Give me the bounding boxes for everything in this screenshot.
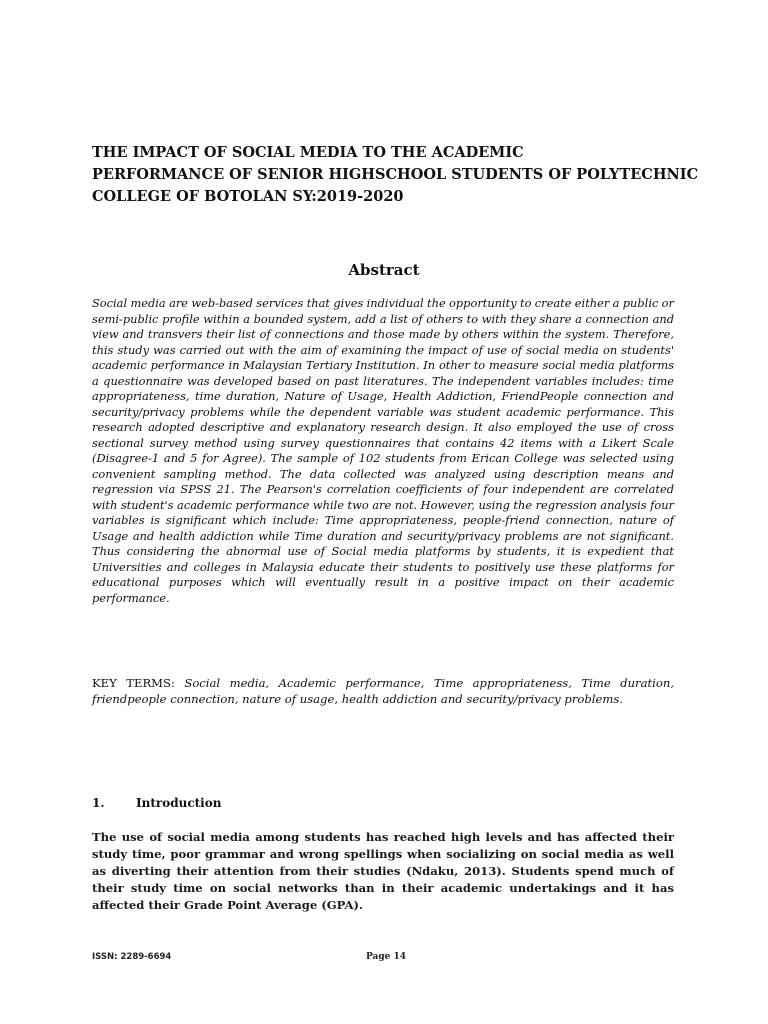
footer-issn: ISSN: 2289-6694 [92, 952, 172, 962]
footer-page-number: Page 14 [366, 952, 407, 962]
introduction-body: The use of social media among students has reached high levels and has affected their study time, poor grammar and wrong spellings when socializing on social media as well as diverting their attention from their studies (Ndaku, 2013). Students spend much of their study time on social networks than in their academic undertakings and it has affected their Grade Point Average (GPA). [92, 830, 674, 912]
key-terms-text: Social media, Academic performance, Time appropriateness, Time duration, friendpeople connection, nature of usage, health addiction and security/privacy problems. [92, 676, 675, 706]
title-line-1: THE IMPACT OF SOCIAL MEDIA TO THE ACADEMIC [92, 144, 524, 161]
title-line-2: PERFORMANCE OF SENIOR HIGHSCHOOL STUDENTS OF POLYTECHNIC [92, 166, 699, 183]
abstract-heading: Abstract [348, 261, 420, 279]
section-title: Introduction [136, 796, 222, 810]
title-line-3: COLLEGE OF BOTOLAN SY:2019-2020 [92, 188, 404, 205]
paper-title [92, 142, 699, 208]
key-terms [92, 675, 674, 707]
key-terms-label: KEY TERMS: [92, 676, 185, 690]
section-number: 1. [92, 796, 105, 810]
abstract-body: Social media are web-based services that gives individual the opportunity to create either a public or semi-public profile within a bounded system, add a list of others to with they share a connection and view and transvers their list of connections and those made by others within the system. Therefore, this study was carried out with the aim of examining the impact of use of social media on students' academic performance in Malaysian Tertiary Institution. In other to measure social media platforms a questionnaire was developed based on past literatures. The independent variables includes: time appropriateness, time duration, Nature of Usage, Health Addiction, FriendPeople connection and security/privacy problems while the dependent variable was student academic performance. This research adopted descriptive and explanatory research design. It also employed the use of cross sectional survey method using survey questionnaires that contains 42 items with a Likert Scale (Disagree-1 and 5 for Agree). The sample of 102 students from Erican College was selected using convenient sampling method. The data collected was analyzed using description means and regression via SPSS 21. The Pearson's correlation coefficients of four independent are correlated with student's academic performance while two are not. However, using the regression analysis four variables is significant which include: Time appropriateness, people-friend connection, nature of Usage and health addiction while Time duration and security/privacy problems are not significant. Thus considering the abnormal use of Social media platforms by students, it is expedient that Universities and colleges in Malaysia educate their students to positively use these platforms for educational purposes which will eventually result in a positive impact on their academic performance. [92, 296, 674, 605]
introduction-heading [92, 795, 221, 811]
